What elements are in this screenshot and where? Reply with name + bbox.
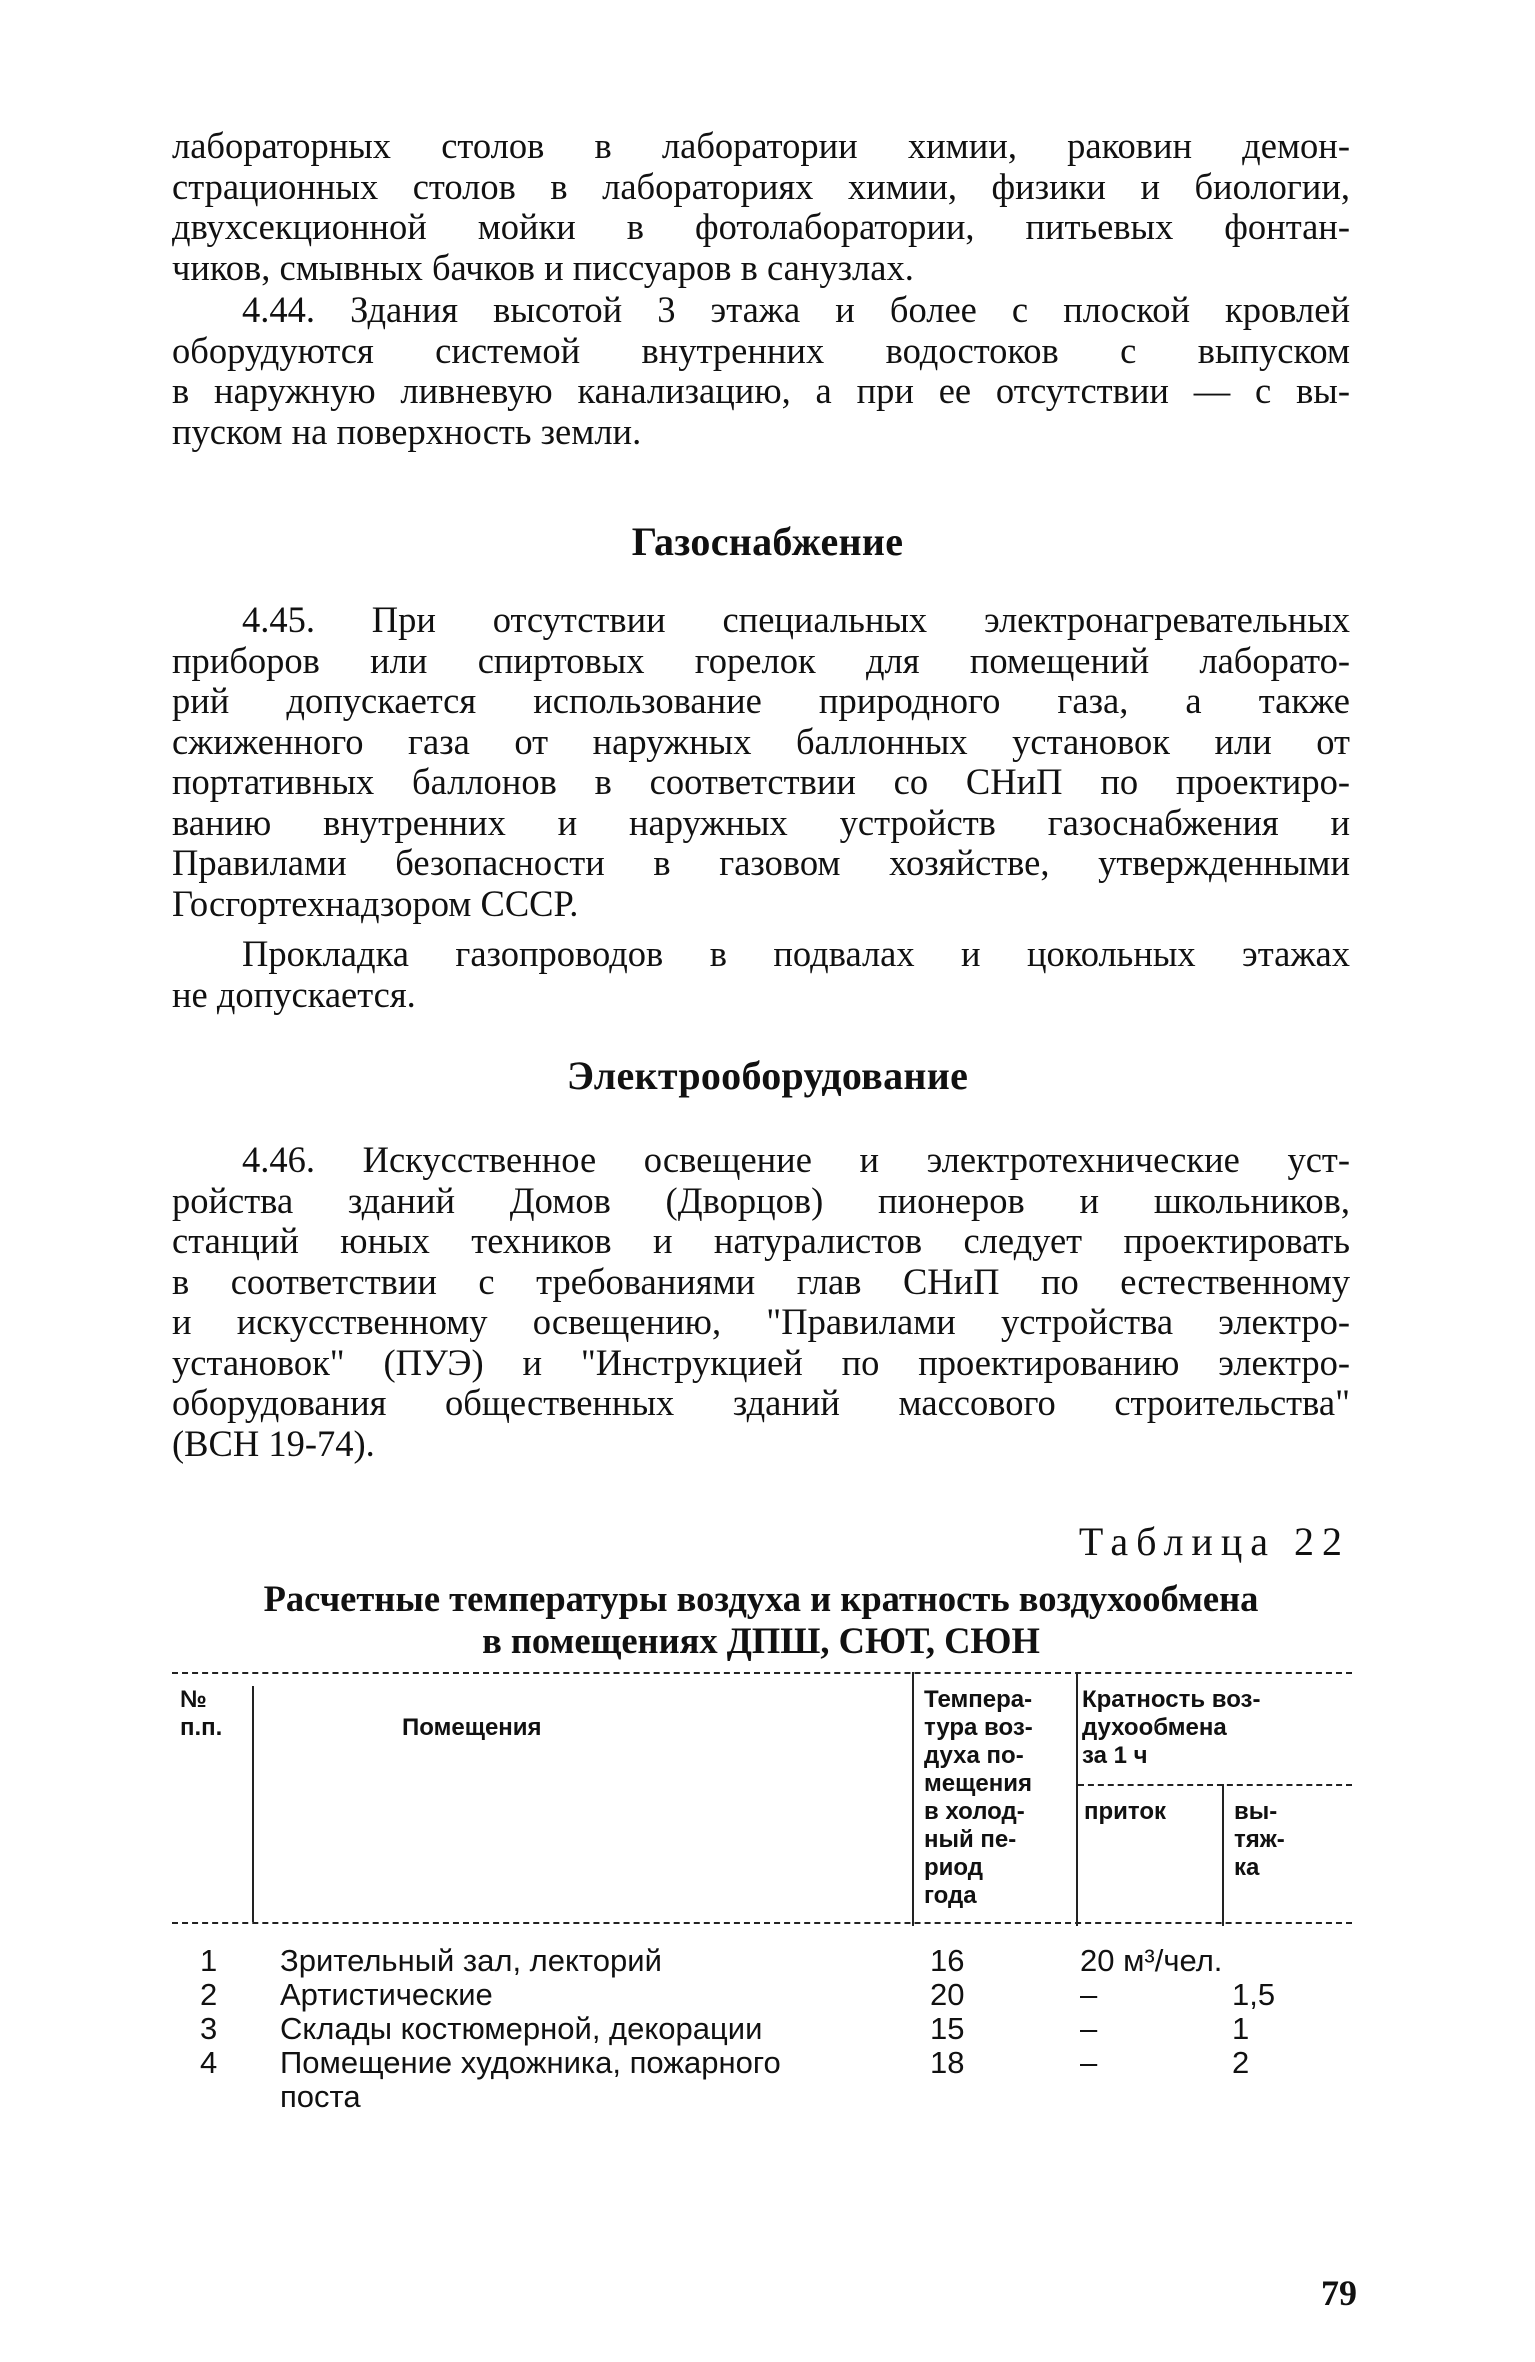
text-line: станций юных техников и натуралистов следует проектировать [172, 1220, 1350, 1261]
text-line: 4.45. При отсутствии специальных электронагревательных [242, 599, 1350, 640]
table-caption-line: Расчетные температуры воздуха и кратность воздухообмена [263, 1578, 1259, 1619]
row-name: Артистические [280, 1977, 493, 2012]
paragraph-4-45 [172, 600, 1350, 924]
data-table [172, 1672, 1352, 2114]
header-temp-line: тура воз- [924, 1714, 1033, 1741]
header-temp-line: в холод- [924, 1798, 1025, 1825]
header-rate [1082, 1686, 1260, 1770]
table-col-divider [1076, 1672, 1078, 1926]
row-name-line: Помещение художника, пожарного [280, 2045, 781, 2080]
table-rule-top [172, 1672, 1352, 1674]
text-line: ройства зданий Домов (Дворцов) пионеров и школьников, [172, 1179, 1350, 1221]
header-num-line: № [180, 1686, 207, 1713]
paragraph-4-44 [172, 290, 1350, 452]
paragraph-continuation [172, 126, 1350, 288]
text-line: Правилами безопасности в газовом хозяйстве, утвержденными [172, 842, 1350, 883]
row-intake: – [1080, 2045, 1098, 2080]
header-num-line: п.п. [180, 1714, 223, 1741]
text-line: в наружную ливневую канализацию, а при ее отсутствии — с вы- [172, 370, 1350, 411]
header-exhaust [1234, 1798, 1285, 1882]
text-line: пуском на поверхность земли. [172, 410, 642, 452]
paragraph-gas-pipes [172, 934, 1350, 1015]
header-temp-line: Темпера- [924, 1686, 1033, 1713]
header-rate-line: Кратность воз- [1082, 1686, 1261, 1713]
text-line: (ВСН 19-74). [172, 1422, 375, 1464]
row-exhaust: 1,5 [1232, 1977, 1276, 2012]
header-temp-line: мещения [924, 1770, 1032, 1797]
text-line: оборудуются системой внутренних водостоков с выпуском [172, 329, 1350, 371]
header-temp [924, 1686, 1033, 1910]
row-intake: – [1080, 2011, 1098, 2046]
section-heading-electro: Электрооборудование [566, 1053, 969, 1098]
text-line: 4.44. Здания высотой 3 этажа и более с плоской кровлей [242, 289, 1350, 330]
row-exhaust: 1 [1232, 2011, 1250, 2046]
table-col-divider [1222, 1784, 1224, 1926]
header-num [180, 1686, 222, 1742]
row-num: 4 [200, 2045, 218, 2080]
text-line: Прокладка газопроводов в подвалах и цокольных этажах [242, 933, 1350, 974]
row-name: Зрительный зал, лекторий [280, 1943, 662, 1978]
row-exhaust: 2 [1232, 2045, 1250, 2080]
row-name [280, 2046, 870, 2114]
row-temp: 16 [930, 1943, 965, 1978]
row-num: 2 [200, 1977, 218, 2012]
table-rule-subheader [1078, 1784, 1352, 1786]
text-line: чиков, смывных бачков и писсуаров в санузлах. [172, 246, 914, 288]
header-temp-line: духа по- [924, 1742, 1024, 1769]
table-label: Таблица 22 [1078, 1519, 1350, 1564]
page-number: 79 [1321, 2273, 1357, 2313]
row-num: 1 [200, 1943, 218, 1978]
row-name-line: поста [280, 2079, 361, 2114]
row-intake: – [1080, 1977, 1098, 2012]
table-col-divider [252, 1686, 254, 1922]
text-line: 4.46. Искусственное освещение и электротехнические уст- [242, 1139, 1350, 1180]
row-intake: 20 м³/чел. [1080, 1943, 1223, 1978]
text-line: рий допускается использование природного газа, а также [172, 680, 1350, 721]
table-col-divider [912, 1672, 914, 1926]
table-rule-header-bottom [172, 1922, 1352, 1924]
header-rate-line: духообмена [1082, 1714, 1227, 1741]
text-line: ванию внутренних и наружных устройств газоснабжения и [172, 801, 1350, 843]
table-caption-line: в помещениях ДПШ, СЮТ, СЮН [482, 1620, 1040, 1661]
text-line: Госгортехнадзором СССР. [172, 882, 579, 924]
header-intake: приток [1084, 1798, 1167, 1825]
text-line: оборудования общественных зданий массового строительства" [172, 1382, 1350, 1423]
row-temp: 18 [930, 2045, 965, 2080]
text-line: установок" (ПУЭ) и "Инструкцией по проектированию электро- [172, 1341, 1350, 1383]
text-line: сжиженного газа от наружных баллонных установок или от [172, 720, 1350, 762]
text-line: приборов или спиртовых горелок для помещений лаборато- [172, 639, 1350, 681]
text-line: и искусственному освещению, "Правилами устройства электро- [172, 1301, 1350, 1342]
header-rate-line: за 1 ч [1082, 1742, 1148, 1769]
text-line: не допускается. [172, 973, 416, 1015]
header-room: Помещения [402, 1714, 542, 1741]
text-line: портативных баллонов в соответствии со СНиП по проектиро- [172, 761, 1350, 802]
header-exhaust-line: вы- [1234, 1798, 1278, 1825]
header-exhaust-line: ка [1234, 1854, 1260, 1881]
text-line: страционных столов в лабораториях химии, физики и биологии, [172, 165, 1350, 207]
row-num: 3 [200, 2011, 218, 2046]
header-temp-line: года [924, 1882, 977, 1909]
header-temp-line: ный пе- [924, 1826, 1017, 1853]
text-line: двухсекционной мойки в фотолаборатории, питьевых фонтан- [172, 206, 1350, 247]
row-temp: 15 [930, 2011, 965, 2046]
text-line: в соответствии с требованиями глав СНиП по естественному [172, 1260, 1350, 1302]
paragraph-4-46 [172, 1140, 1350, 1464]
section-heading-gas: Газоснабжение [631, 519, 904, 564]
row-name: Склады костюмерной, декорации [280, 2011, 763, 2046]
text-line: лабораторных столов в лаборатории химии, раковин демон- [172, 125, 1350, 166]
header-temp-line: риод [924, 1854, 983, 1881]
table-caption [172, 1578, 1350, 1662]
header-exhaust-line: тяж- [1234, 1826, 1285, 1853]
row-temp: 20 [930, 1977, 965, 2012]
